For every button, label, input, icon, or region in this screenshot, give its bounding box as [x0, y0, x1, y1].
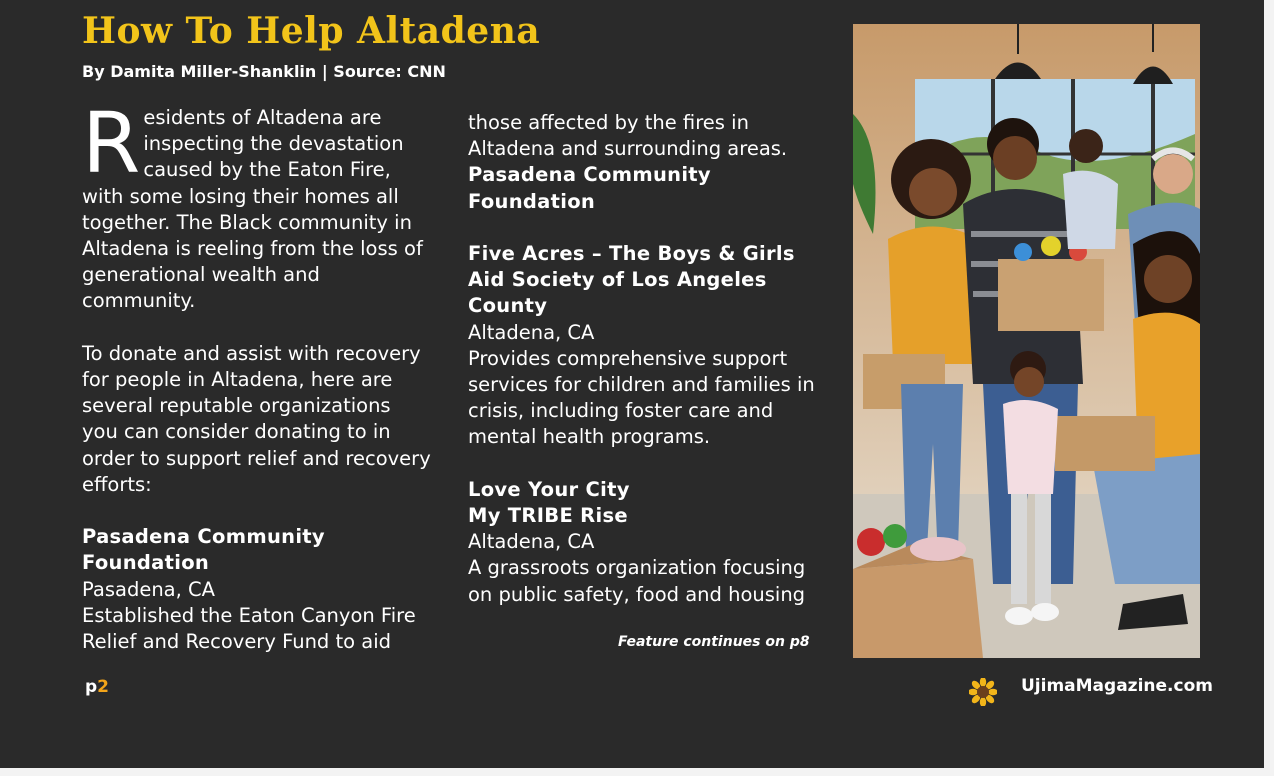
page-prefix: p	[85, 677, 98, 697]
article-column-2	[468, 110, 823, 608]
org-description-pasadena-continued: those affected by the fires in Altadena and surrounding areas.	[468, 111, 788, 161]
intro-paragraph	[82, 94, 432, 315]
donate-paragraph: To donate and assist with recovery for people in Altadena, here are several reputable organizations you can consider donating to in order to support relief and recovery efforts:	[82, 341, 431, 496]
byline: By Damita Miller-Shanklin | Source: CNN	[82, 62, 446, 81]
page-digit: 2	[97, 677, 110, 697]
org-name-five-acres: Five Acres – The Boys & Girls Aid Society of Los Angeles County	[468, 242, 795, 318]
org-location-five-acres: Altadena, CA	[468, 320, 595, 344]
feature-photo	[853, 24, 1200, 658]
continuation-note: Feature continues on p8	[618, 634, 810, 650]
org-name-love-your-city: Love Your City	[468, 477, 630, 501]
sunflower-icon	[969, 678, 997, 706]
family-donation-illustration	[853, 24, 1200, 658]
org-location-pasadena: Pasadena, CA	[82, 577, 215, 601]
org-name-my-tribe-rise: My TRIBE Rise	[468, 504, 628, 528]
drop-cap: R	[82, 94, 141, 192]
article-column-1	[82, 94, 432, 655]
org-name-pasadena-repeat: Pasadena Community Foundation	[468, 163, 711, 213]
org-description-pasadena: Established the Eaton Canyon Fire Relief and Recovery Fund to aid	[82, 603, 416, 654]
org-description-five-acres: Provides comprehensive support services for children and families in crisis, including foster care and mental health programs.	[468, 346, 815, 449]
headline: How To Help Altadena	[82, 10, 541, 52]
org-location-love-your-city: Altadena, CA	[468, 530, 595, 554]
page-number	[85, 677, 109, 697]
website-url: UjimaMagazine.com	[1021, 676, 1213, 696]
org-description-love-your-city: A grassroots organization focusing on public safety, food and housing	[468, 556, 806, 606]
org-name-pasadena: Pasadena Community Foundation	[82, 525, 325, 575]
intro-lead-text: esidents of Altadena are inspecting the devastation caused by the Eaton Fire, with some losing their homes all together. The Black community in Altadena is reeling from the loss of generational wealth and community.	[82, 106, 423, 313]
